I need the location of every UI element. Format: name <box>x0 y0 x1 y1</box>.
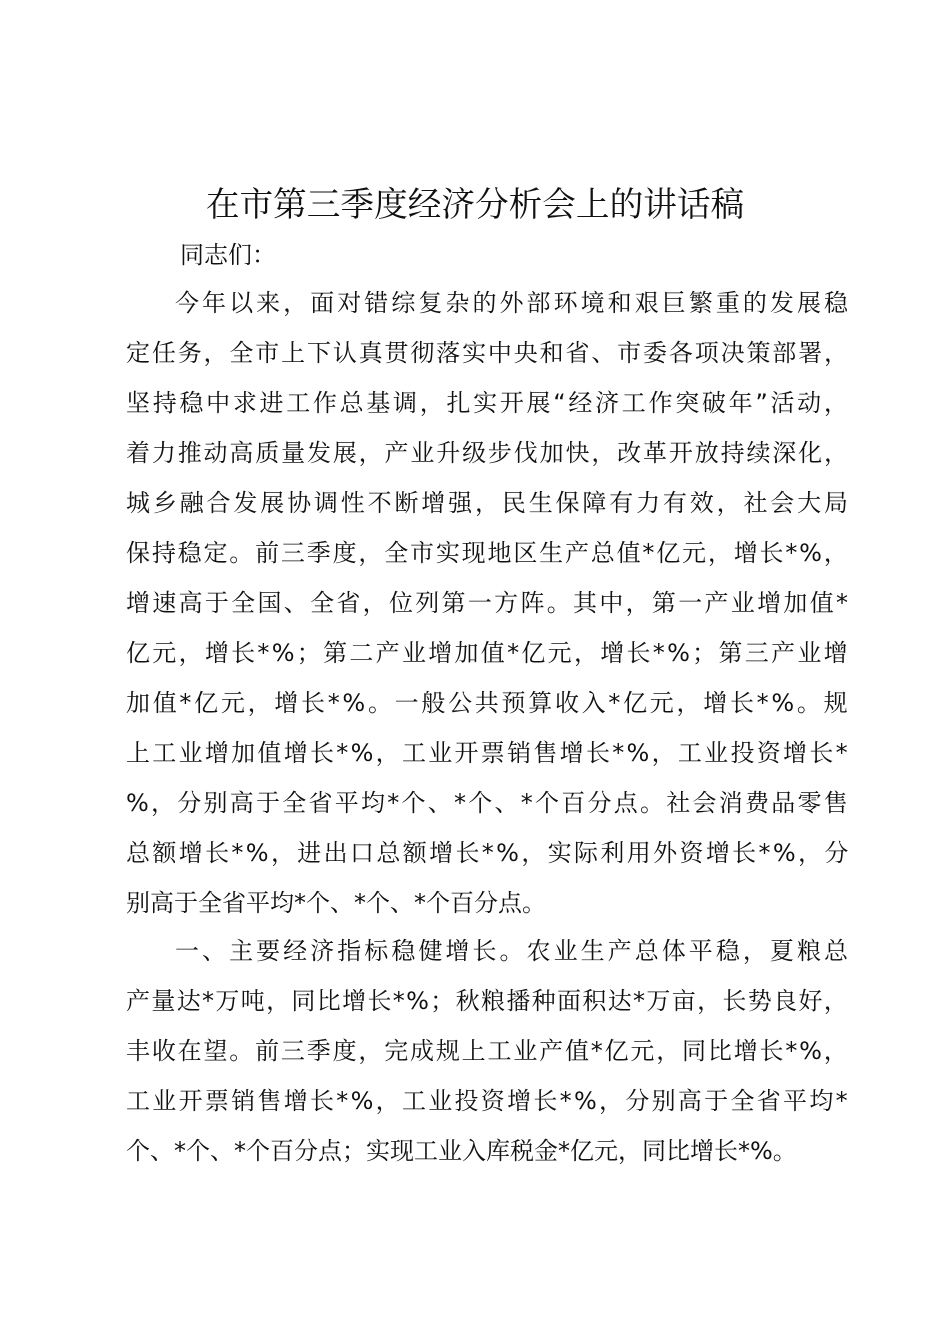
paragraph-line: %，分别高于全省平均*个、*个、*个百分点。社会消费品零售 <box>126 789 851 817</box>
paragraph-line: 增速高于全国、全省，位列第一方阵。其中，第一产业增加值* <box>126 589 851 617</box>
paragraph-line: 上工业增加值增长*%，工业开票销售增长*%，工业投资增长* <box>126 739 850 767</box>
paragraph-line: 产量达*万吨，同比增长*%；秋粮播种面积达*万亩，长势良好， <box>126 987 850 1015</box>
paragraph-line: 定任务，全市上下认真贯彻落实中央和省、市委各项决策部署， <box>126 339 850 367</box>
document-title: 在市第三季度经济分析会上的讲话稿 <box>205 185 745 225</box>
paragraph-line: 今年以来，面对错综复杂的外部环境和艰巨繁重的发展稳 <box>175 289 852 317</box>
paragraph-line: 总额增长*%，进出口总额增长*%，实际利用外资增长*%，分 <box>126 839 851 867</box>
paragraph-line: 亿元，增长*%；第二产业增加值*亿元，增长*%；第三产业增 <box>126 639 850 667</box>
paragraph-line: 别高于全省平均*个、*个、*个百分点。 <box>126 889 546 917</box>
salutation: 同志们： <box>180 241 276 269</box>
paragraph-line: 保持稳定。前三季度，全市实现地区生产总值*亿元，增长*%， <box>126 539 850 567</box>
paragraph-line: 丰收在望。前三季度，完成规上工业产值*亿元，同比增长*%， <box>126 1037 850 1065</box>
paragraph-line: 个、*个、*个百分点；实现工业入库税金*亿元，同比增长*%。 <box>126 1137 797 1165</box>
paragraph-line: 一、主要经济指标稳健增长。农业生产总体平稳，夏粮总 <box>175 937 852 965</box>
paragraph-line: 着力推动高质量发展，产业升级步伐加快，改革开放持续深化， <box>126 439 850 467</box>
paragraph-line: 加值*亿元，增长*%。一般公共预算收入*亿元，增长*%。规 <box>126 689 851 717</box>
paragraph-line: 坚持稳中求进工作总基调，扎实开展“经济工作突破年”活动， <box>126 389 851 417</box>
paragraph-line: 工业开票销售增长*%，工业投资增长*%，分别高于全省平均* <box>126 1087 850 1115</box>
paragraph-line: 城乡融合发展协调性不断增强，民生保障有力有效，社会大局 <box>126 489 851 517</box>
